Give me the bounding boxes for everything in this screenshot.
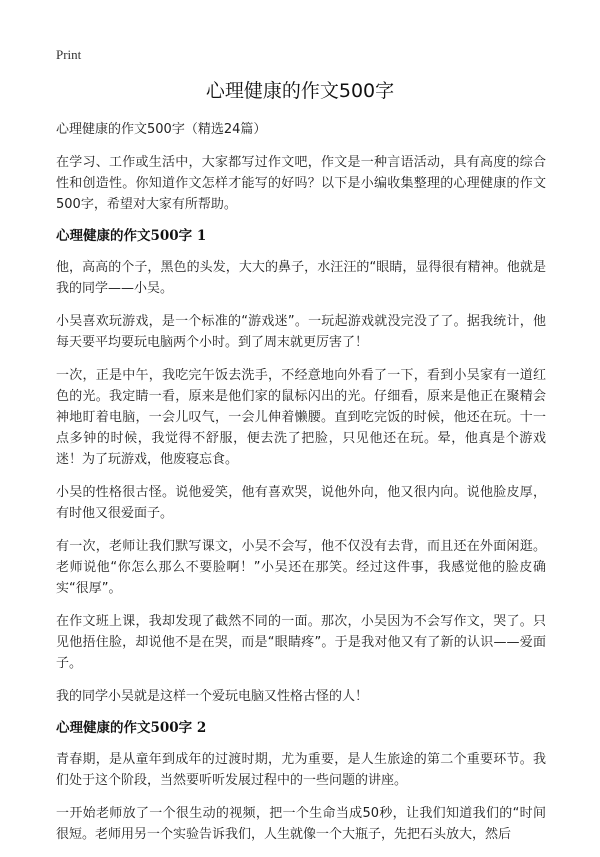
section-heading-2: 心理健康的作文500字 2: [56, 720, 207, 736]
paragraph: 一开始老师放了一个很生动的视频，把一个生命当成50秒，让我们知道我们的“时间很短。老师用另一个实验告诉我们，人生就像一个大瓶子，先把石头放大，然后: [56, 806, 546, 842]
intro-paragraph: 在学习、工作或生活中，大家都写过作文吧，作文是一种言语活动，具有高度的综合性和创造性。你知道作文怎样才能写的好吗？以下是小编收集整理的心理健康的作文500字，希望对大家有所帮助。: [56, 155, 546, 212]
article-subtitle: 心理健康的作文500字（精选24篇）: [56, 122, 267, 137]
section-heading-1: 心理健康的作文500字 1: [56, 228, 207, 244]
paragraph: 在作文班上课，我却发现了截然不同的一面。那次，小吴因为不会写作文，哭了。只见他捂住脸，却说他不是在哭，而是“眼睛疼”。于是我对他又有了新的认识——爱面子。: [56, 614, 546, 671]
paragraph: 小吴的性格很古怪。说他爱笑，他有喜欢哭，说他外向，他又很内向。说他脸皮厚，有时他又很爱面子。: [56, 485, 546, 521]
paragraph: 我的同学小吴就是这样一个爱玩电脑又性格古怪的人！: [56, 689, 369, 704]
paragraph: 一次，正是中午，我吃完午饭去洗手，不经意地向外看了一下，看到小吴家有一道红色的光。我定睛一看，原来是他们家的鼠标闪出的光。仔细看，原来是他正在聚精会神地盯着电脑，一会儿叹气，一会儿伸着懒腰。直到吃完饭的时候，他还在玩。十一点多钟的时候，我觉得不舒服，便去洗了把脸，只见他还在玩。晕，他真是个游戏迷！为了玩游戏，他废寝忘食。: [56, 368, 546, 467]
paragraph: 有一次，老师让我们默写课文，小吴不会写，他不仅没有去背，而且还在外面闲逛。老师说他“你怎么那么不要脸啊！”小吴还在那笑。经过这件事，我感觉他的脸皮确实“很厚”。: [56, 539, 546, 596]
page-title: 心理健康的作文500字: [205, 80, 395, 102]
paragraph: 小吴喜欢玩游戏，是一个标准的“游戏迷”。一玩起游戏就没完没了了。据我统计，他每天要平均要玩电脑两个小时。到了周末就更厉害了！: [56, 314, 546, 350]
print-link[interactable]: Print: [56, 47, 82, 62]
paragraph: 青春期，是从童年到成年的过渡时期，尤为重要，是人生旅途的第二个重要环节。我们处于这个阶段，当然要听听发展过程中的一些问题的讲座。: [56, 752, 546, 788]
paragraph: 他，高高的个子，黑色的头发，大大的鼻子，水汪汪的“眼睛，显得很有精神。他就是我的同学——小吴。: [56, 260, 546, 296]
article-body: [56, 122, 546, 857]
